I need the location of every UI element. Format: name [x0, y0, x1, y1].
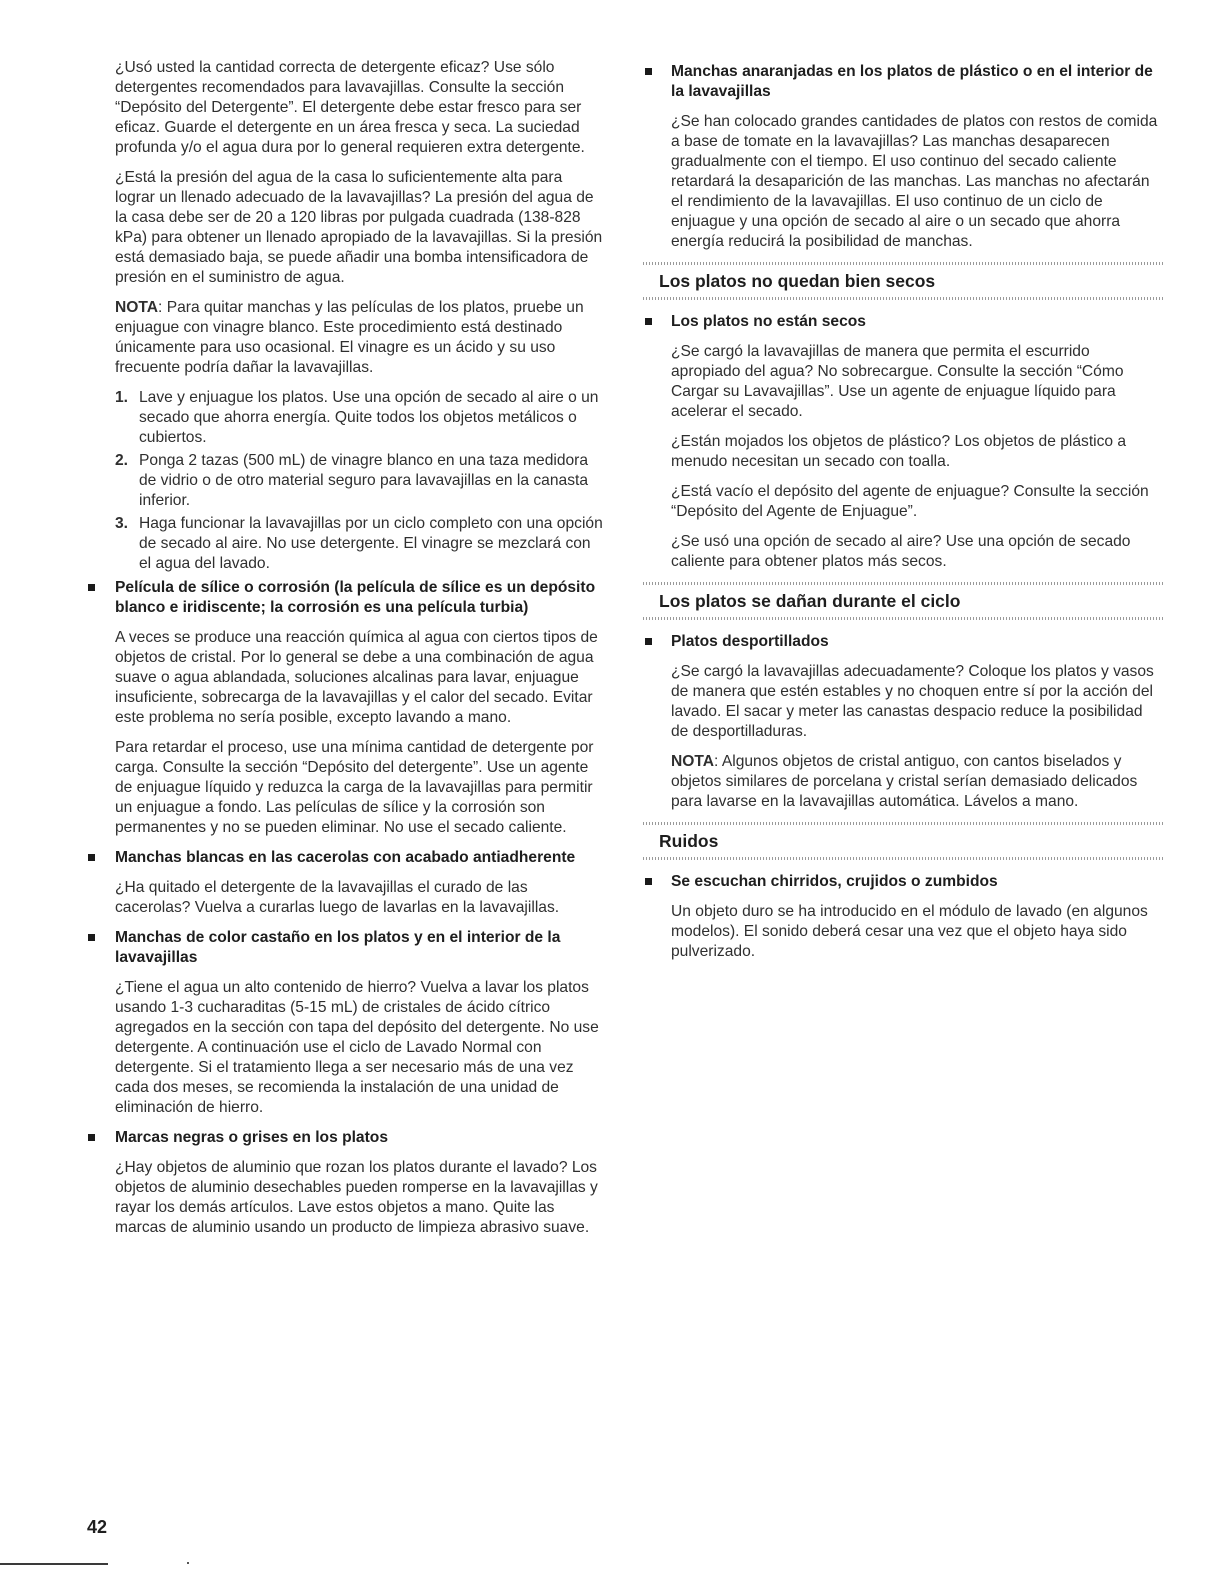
paragraph-not-dry-1: ¿Se cargó la lavavajillas de manera que permita el escurrido apropiado del agua? No sobrecargue. Consulte la sección “Cómo Cargar su Lavavajillas”. Use un agente de enjuague líquido para acelerar el secado.: [671, 343, 1124, 420]
square-bullet-icon: [645, 318, 652, 325]
section-not-dry: [643, 262, 1163, 300]
paragraph-chipped: ¿Se cargó la lavavajillas adecuadamente? Coloque los platos y vasos de manera que estén estables y no choquen entre sí por la acción del lavado. El sacar y meter las canastas despacio reduce la posibilidad de desportilladuras.: [671, 663, 1154, 740]
section-title: Los platos se dañan durante el ciclo: [659, 591, 961, 611]
section-damaged: [643, 582, 1163, 620]
paragraph-brown-stains: ¿Tiene el agua un alto contenido de hierro? Vuelva a lavar los platos usando 1-3 cucharaditas (5-15 mL) de cristales de ácido cítrico agregados en la sección con tapa del depósito del detergente. No use detergente. A continuación use el ciclo de Lavado Normal con detergente. Si el tratamiento llega a ser necesario más de una vez cada dos meses, se recomienda la instalación de una unidad de eliminación de hierro.: [115, 979, 599, 1116]
bullet-heading-silica: Película de sílice o corrosión (la película de sílice es un depósito blanco e iridiscente; la corrosión es una película turbia): [115, 578, 605, 618]
note-vinegar: [115, 298, 605, 378]
square-bullet-icon: [88, 854, 95, 861]
note-text: : Algunos objetos de cristal antiguo, con cantos biselados y objetos similares de porcelana y cristal serían demasiado delicados para lavarse en la lavavajillas automática. Lávelos a mano.: [671, 753, 1138, 810]
note-label: NOTA: [115, 299, 159, 316]
bullet-heading-brown-stains: Manchas de color castaño en los platos y en el interior de la lavavajillas: [115, 928, 605, 968]
paragraph-not-dry-2: ¿Están mojados los objetos de plástico? Los objetos de plástico a menudo necesitan un secado con toalla.: [671, 433, 1127, 470]
paragraph-white-spots: ¿Ha quitado el detergente de la lavavajillas el curado de las cacerolas? Vuelva a curarlas luego de lavarlas en la lavavajillas.: [115, 879, 560, 916]
note-text: : Para quitar manchas y las películas de los platos, pruebe un enjuague con vinagre blanco. Este procedimiento está destinado únicamente para uso ocasional. El vinagre es un ácido y su uso frecuente podría dañar la lavavajillas.: [115, 299, 584, 376]
section-noises: [643, 822, 1163, 860]
paragraph-silica-2: Para retardar el proceso, use una mínima cantidad de detergente por carga. Consulte la sección “Depósito del detergente”. Use un agente de enjuague líquido y reduzca la carga de la lavavajillas para permitir un enjuague a fondo. Las películas de sílice y la corrosión son permanentes y no se pueden eliminar. No use el secado caliente.: [115, 739, 594, 836]
section-title: Los platos no quedan bien secos: [659, 271, 936, 291]
step-text: Ponga 2 tazas (500 mL) de vinagre blanco en una taza medidora de vidrio o de otro material seguro para lavavajillas en la canasta inferior.: [139, 452, 589, 509]
paragraph-water-pressure: ¿Está la presión del agua de la casa lo suficientemente alta para lograr un llenado adecuado de la lavavajillas? La presión del agua de la casa debe ser de 20 a 120 libras por pulgada cuadrada (138-828 kPa) para obtener un llenado apropiado de la lavavajillas. Si la presión está demasiado baja, se puede añadir una bomba intensificadora de presión en el suministro de agua.: [115, 169, 603, 286]
bullet-heading-black-marks: Marcas negras o grises en los platos: [115, 1128, 605, 1148]
paragraph-silica-1: A veces se produce una reacción química al agua con ciertos tipos de objetos de cristal. Por lo general se debe a una combinación de agua suave o agua ablandada, soluciones alcalinas para lavar, enjuague insuficiente, sobrecarga de la lavavajillas y el calor del secado. Evitar este problema no sería posible, excepto lavando a mano.: [115, 629, 598, 726]
bullet-heading-chipped: Platos desportillados: [643, 632, 1163, 652]
step-item: [115, 388, 605, 448]
note-antique-glass: [671, 752, 1163, 812]
step-number: 1.: [115, 389, 129, 406]
bullet-heading-noises: Se escuchan chirridos, crujidos o zumbidos: [643, 872, 1163, 892]
bullet-heading-not-dry: Los platos no están secos: [643, 312, 1163, 332]
step-item: [115, 514, 605, 574]
square-bullet-icon: [645, 68, 652, 75]
bullet-heading-orange-stains: Manchas anaranjadas en los platos de plástico o en el interior de la lavavajillas: [643, 62, 1163, 102]
paragraph-not-dry-3: ¿Está vacío el depósito del agente de enjuague? Consulte la sección “Depósito del Agente de Enjuague”.: [671, 483, 1149, 520]
note-label: NOTA: [671, 753, 715, 770]
paragraph-not-dry-4: ¿Se usó una opción de secado al aire? Use una opción de secado caliente para obtener platos más secos.: [671, 533, 1131, 570]
step-item: [115, 451, 605, 511]
footer-rule: [0, 1563, 108, 1565]
right-column: [643, 58, 1163, 972]
step-text: Lave y enjuague los platos. Use una opción de secado al aire o un secado que ahorra energía. Quite todos los objetos metálicos o cubiertos.: [139, 389, 599, 446]
square-bullet-icon: [88, 1134, 95, 1141]
paragraph-noises: Un objeto duro se ha introducido en el módulo de lavado (en algunos modelos). El sonido deberá cesar una vez que el objeto haya sido pulverizado.: [671, 903, 1148, 960]
left-column: [115, 58, 605, 1248]
bullet-heading-white-spots: Manchas blancas en las cacerolas con acabado antiadherente: [115, 848, 605, 868]
page-number: 42: [87, 1517, 108, 1537]
paragraph-orange-stains: ¿Se han colocado grandes cantidades de platos con restos de comida a base de tomate en la lavavajillas? Las manchas desaparecen gradualmente con el tiempo. El uso continuo del secado caliente retardará la desaparición de las manchas. Las manchas no afectarán el rendimiento de la lavavajillas. El uso continuo de un ciclo de enjuague y una opción de secado al aire o un secado que ahorra energía reducirá la posibilidad de manchas.: [671, 113, 1158, 250]
vinegar-steps-list: [115, 388, 605, 574]
square-bullet-icon: [645, 878, 652, 885]
square-bullet-icon: [88, 584, 95, 591]
footer-mark: [187, 1562, 189, 1564]
step-number: 3.: [115, 515, 129, 532]
paragraph-detergent: ¿Usó usted la cantidad correcta de detergente eficaz? Use sólo detergentes recomendados para lavavajillas. Consulte la sección “Depósito del Detergente”. El detergente debe estar fresco para ser eficaz. Guarde el detergente en un área fresca y seca. La suciedad profunda y/o el agua dura por lo general requieren extra detergente.: [115, 59, 585, 156]
paragraph-black-marks: ¿Hay objetos de aluminio que rozan los platos durante el lavado? Los objetos de aluminio desechables pueden romperse en la lavavajillas y rayar los demás artículos. Lave estos objetos a mano. Quite las marcas de aluminio usando un producto de limpieza abrasivo suave.: [115, 1159, 598, 1236]
square-bullet-icon: [88, 934, 95, 941]
section-title: Ruidos: [659, 831, 719, 851]
step-number: 2.: [115, 452, 129, 469]
square-bullet-icon: [645, 638, 652, 645]
step-text: Haga funcionar la lavavajillas por un ciclo completo con una opción de secado al aire. No use detergente. El vinagre se mezclará con el agua del lavado.: [139, 515, 603, 572]
